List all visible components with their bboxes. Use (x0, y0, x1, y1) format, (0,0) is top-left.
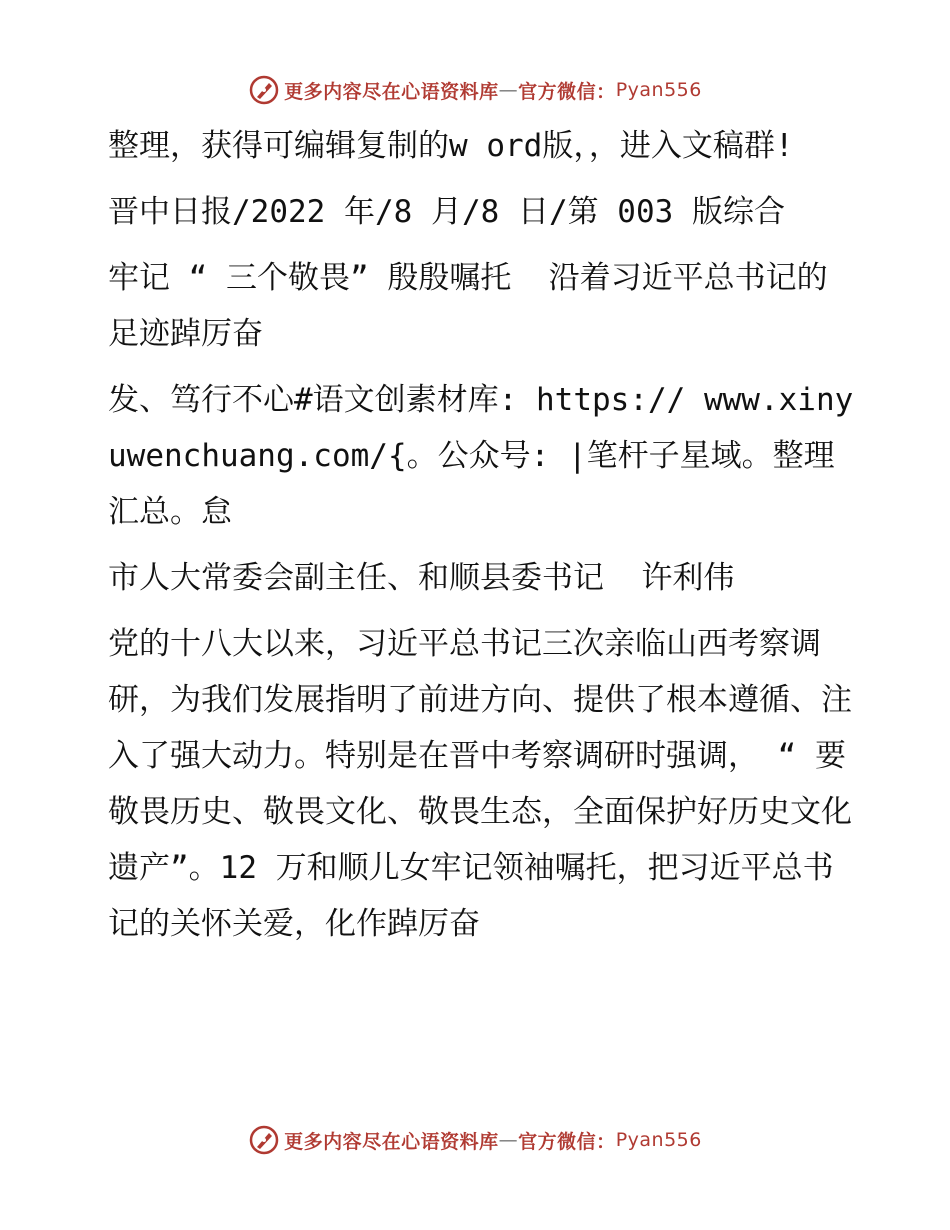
paragraph-headline-cont: 发、笃行不心#语文创素材库: https:// www.xinyuwenchuang.com/{。公众号: |笔杆子星域。整理汇总。怠 (108, 382, 854, 530)
paragraph-headline: 牢记 “ 三个敬畏” 殷殷嘱托 沿着习近平总书记的足迹踔厉奋 (108, 260, 828, 352)
banner-wechat-id: Pyan556 (615, 1129, 702, 1151)
banner-wechat-label: 官方微信： (518, 80, 616, 103)
banner-separator: — (498, 79, 519, 101)
document-body (96, 118, 856, 962)
paragraph-main: 党的十八大以来，习近平总书记三次亲临山西考察调研，为我们发展指明了前进方向、提供了根本遵循、注入了强大动力。特别是在晋中考察调研时强调， “ 要敬畏历史、敬畏文化、敬畏生态，全面保护好历史文化遗产”。12 万和顺儿女牢记领袖嘱托，把习近平总书记的关怀关爱，化作踔厉奋 (108, 626, 852, 942)
header-banner (0, 72, 950, 108)
banner-title: 更多内容尽在心语资料库 (284, 1130, 499, 1153)
paragraph-source: 晋中日报/2022 年/8 月/8 日/第 003 版综合 (108, 194, 785, 230)
pen-logo-icon (248, 74, 280, 106)
paragraph-author: 市人大常委会副主任、和顺县委书记 许利伟 (108, 560, 735, 596)
banner-wechat-id: Pyan556 (615, 79, 702, 101)
paragraph-intro: 整理，获得可编辑复制的w ord版，，进入文稿群! (108, 128, 794, 164)
pen-logo-icon (248, 1124, 280, 1156)
banner-wechat-label: 官方微信： (518, 1130, 616, 1153)
footer-banner (0, 1122, 950, 1158)
banner-separator: — (498, 1129, 519, 1151)
banner-title: 更多内容尽在心语资料库 (284, 80, 499, 103)
